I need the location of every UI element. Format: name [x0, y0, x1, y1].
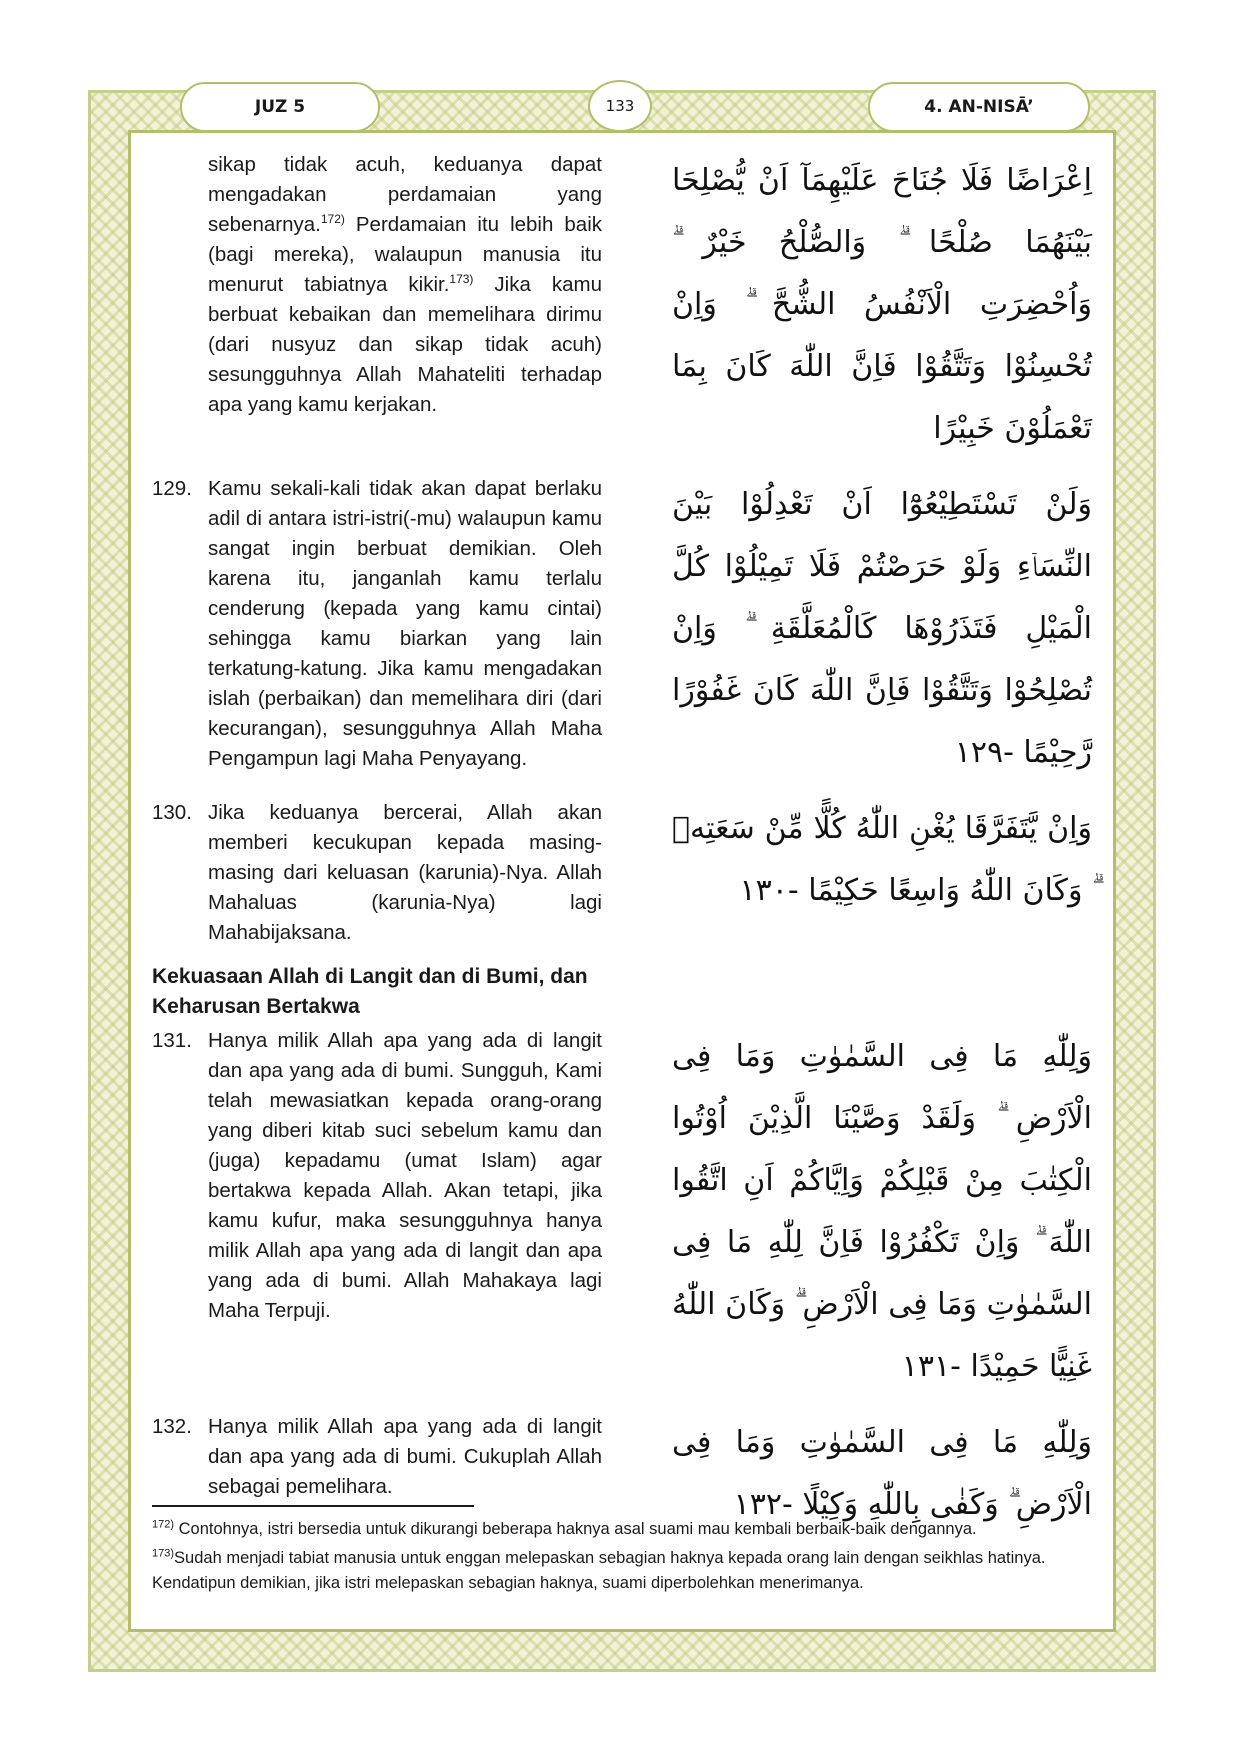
verse-number: 131.	[152, 1029, 192, 1052]
verse-129	[152, 474, 1092, 784]
verse-number: 132.	[152, 1415, 192, 1438]
footnote-divider	[152, 1505, 474, 1507]
translation-part: sikap tidak acuh, keduanya dapat mengadakan perdamaian yang sebenarnya.	[208, 153, 602, 236]
verse-continuation-128	[152, 150, 1092, 460]
translation-part: Jika kamu berbuat kebaikan dan memelihara dirimu (dari nusyuz dan sikap tidak acuh) sesungguhnya Allah Mahateliti terhadap apa yang kamu kerjakan.	[208, 273, 602, 416]
translation	[152, 798, 602, 948]
verse-number: 130.	[152, 801, 192, 824]
footnote-173	[152, 1546, 1092, 1596]
translation-text	[208, 150, 602, 420]
arabic-verse: وَلِلّٰهِ مَا فِى السَّمٰوٰتِ وَمَا فِى الْاَرْضِ ۗ وَلَقَدْ وَصَّيْنَا الَّذِيْنَ اُوْتُوا الْكِتٰبَ مِنْ قَبْلِكُمْ وَاِيَّاكُمْ اَنِ اتَّقُوا اللّٰهَ ۗ وَاِنْ تَكْفُرُوْا فَاِنَّ لِلّٰهِ مَا فِى السَّمٰوٰتِ وَمَا فِى الْاَرْضِ ۗ وَكَانَ اللّٰهُ غَنِيًّا حَمِيْدًا -١٣١	[672, 1039, 1092, 1384]
verse-number	[152, 150, 208, 420]
page-content	[152, 150, 1092, 1550]
page-number: 133	[588, 80, 652, 132]
translation-text: Hanya milik Allah apa yang ada di langit dan apa yang ada di bumi. Cukuplah Allah sebagai pemelihara.	[208, 1415, 602, 1498]
footnote-marker: 173)	[152, 1547, 175, 1560]
arabic-verse: وَاِنْ يَّتَفَرَّقَا يُغْنِ اللّٰهُ كُلًّا مِّنْ سَعَتِهٖ ۗ وَكَانَ اللّٰهُ وَاسِعًا حَكِيْمًا -١٣٠	[672, 811, 1092, 908]
footnote-text: Sudah menjadi tabiat manusia untuk enggan melepaskan sebagian haknya kepada orang lain dengan seikhlas hatinya. Kendatipun demikian, jika istri melepaskan sebagian haknya, suami diperbolehkan menerimanya.	[152, 1549, 1046, 1592]
translation	[152, 1412, 602, 1502]
arabic-verse: وَلَنْ تَسْتَطِيْعُوْٓا اَنْ تَعْدِلُوْا بَيْنَ النِّسَاۤءِ وَلَوْ حَرَصْتُمْ فَلَا تَمِيْلُوْا كُلَّ الْمَيْلِ فَتَذَرُوْهَا كَالْمُعَلَّقَةِ ۗ وَاِنْ تُصْلِحُوْا وَتَتَّقُوْا فَاِنَّ اللّٰهَ كَانَ غَفُوْرًا رَّحِيْمًا -١٢٩	[672, 487, 1092, 770]
translation-text: Hanya milik Allah apa yang ada di langit dan apa yang ada di bumi. Sungguh, Kami telah mewasiatkan kepada orang-orang yang diberi kitab suci sebelum kamu dan (juga) kepadamu (umat Islam) agar bertakwa kepada Allah. Akan tetapi, jika kamu kufur, maka sesungguhnya hanya milik Allah apa yang ada di langit dan apa yang ada di bumi. Allah Mahakaya lagi Maha Terpuji.	[208, 1029, 602, 1322]
footnotes	[152, 1505, 1092, 1600]
verse-131	[152, 1026, 1092, 1398]
section-heading: Kekuasaan Allah di Langit dan di Bumi, dan Keharusan Bertakwa	[152, 965, 588, 1018]
translation-part: Perdamaian itu lebih baik (bagi mereka), walaupun manusia itu menurut tabiatnya kikir.	[208, 213, 602, 296]
translation	[152, 150, 602, 420]
verse-number: 129.	[152, 477, 192, 500]
juz-label: JUZ 5	[180, 82, 380, 132]
translation	[152, 474, 602, 774]
footnote-172	[152, 1517, 1092, 1542]
verse-130	[152, 798, 1092, 948]
arabic-verse: اِعْرَاضًا فَلَا جُنَاحَ عَلَيْهِمَآ اَنْ يُّصْلِحَا بَيْنَهُمَا صُلْحًا ۗ وَالصُّلْحُ خَيْرٌ ۗ وَاُحْضِرَتِ الْاَنْفُسُ الشُّحَّ ۗ وَاِنْ تُحْسِنُوْا وَتَتَّقُوْا فَاِنَّ اللّٰهَ كَانَ بِمَا تَعْمَلُوْنَ خَبِيْرًا	[672, 163, 1092, 446]
translation	[152, 1026, 602, 1326]
footnote-ref-172[interactable]: 172)	[320, 212, 345, 227]
footnote-ref-173[interactable]: 173)	[449, 272, 474, 287]
translation-text: Kamu sekali-kali tidak akan dapat berlaku adil di antara istri-istri(-mu) walaupun kamu sangat ingin berbuat demikian. Oleh karena itu, janganlah kamu terlalu cenderung (kepada yang kamu cintai) sehingga kamu biarkan yang lain terkatung-katung. Jika kamu mengadakan islah (perbaikan) dan memelihara diri (dari kecurangan), sesungguhnya Allah Maha Pengampun lagi Maha Penyayang.	[208, 477, 602, 770]
footnote-marker: 172)	[152, 1518, 175, 1531]
translation-text: Jika keduanya bercerai, Allah akan memberi kecukupan kepada masing-masing dari keluasan (karunia)-Nya. Allah Mahaluas (karunia-Nya) lagi Mahabijaksana.	[208, 801, 602, 944]
arabic-verse: وَلِلّٰهِ مَا فِى السَّمٰوٰتِ وَمَا فِى الْاَرْضِ ۗ وَكَفٰى بِاللّٰهِ وَكِيْلًا -١٣٢	[672, 1425, 1092, 1522]
surah-label: 4. AN-NISĀ’	[868, 82, 1090, 132]
footnote-text: Contohnya, istri bersedia untuk dikurangi beberapa haknya asal suami mau kembali berbaik-baik dengannya.	[174, 1520, 977, 1538]
